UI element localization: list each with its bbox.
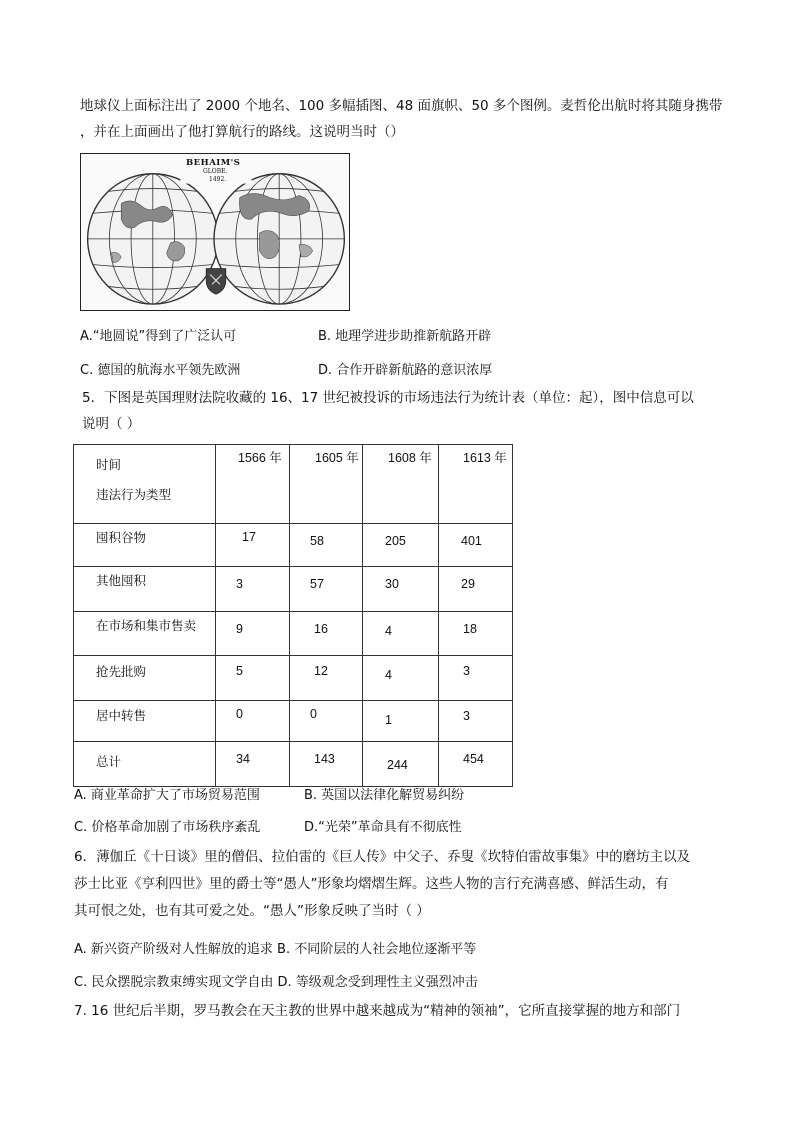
table-row: [74, 567, 513, 612]
cell-value: 205: [385, 534, 406, 548]
behaim-globe-image: [80, 153, 350, 311]
q4-option-c[interactable]: C. 德国的航海水平领先欧洲: [80, 363, 241, 378]
cell-value: 4: [385, 624, 392, 638]
q4-option-b[interactable]: B. 地理学进步助推新航路开辟: [318, 329, 492, 344]
cell-value: 9: [236, 622, 243, 636]
q6-options-ab[interactable]: A. 新兴资产阶级对人性解放的追求 B. 不同阶层的人社会地位逐渐平等: [74, 942, 477, 957]
cell-value: 401: [461, 534, 482, 548]
cell-value: 17: [242, 530, 256, 544]
header-year: 1608 年: [388, 451, 432, 465]
q4-stem-line2: ，并在上面画出了他打算航行的路线。这说明当时（）: [80, 124, 404, 140]
cell-value: 58: [310, 534, 324, 548]
cell-value: 34: [236, 752, 250, 766]
q5-option-d[interactable]: D.“光荣”革命具有不彻底性: [304, 820, 462, 835]
cell-value: 454: [463, 752, 484, 766]
q5-stem-line2: 说明（ ）: [82, 416, 141, 432]
table-row: [74, 742, 513, 787]
q4-stem-line1: 地球仪上面标注出了 2000 个地名、100 多幅插图、48 面旗帜、50 多个图例。麦哲伦出航时将其随身携带: [80, 98, 723, 114]
q5-stem-line1: 5．下图是英国理财法院收藏的 16、17 世纪被投诉的市场违法行为统计表（单位：起），图中信息可以: [82, 390, 694, 406]
cell-value: 1: [385, 713, 392, 727]
cell-value: 29: [461, 577, 475, 591]
cell-value: 3: [236, 577, 243, 591]
table-row: [74, 701, 513, 742]
q4-option-d[interactable]: D. 合作开辟新航路的意识浓厚: [318, 363, 493, 378]
q4-option-a[interactable]: A.“地圆说”得到了广泛认可: [80, 329, 237, 344]
cell-value: 244: [387, 758, 408, 772]
table-header-row: [74, 445, 513, 524]
cell-value: 57: [310, 577, 324, 591]
q6-options-cd[interactable]: C. 民众摆脱宗教束缚实现文学自由 D. 等级观念受到理性主义强烈冲击: [74, 975, 478, 990]
header-year: 1605 年: [315, 451, 359, 465]
row-label: 囤积谷物: [96, 531, 147, 545]
header-time: 时间: [96, 458, 122, 472]
cell-value: 4: [385, 668, 392, 682]
q5-option-b[interactable]: B. 英国以法律化解贸易纠纷: [304, 788, 465, 803]
cell-value: 5: [236, 664, 243, 678]
row-label: 在市场和集市售卖: [96, 619, 197, 633]
q6-stem-line1: 6．薄伽丘《十日谈》里的僧侣、拉伯雷的《巨人传》中父子、乔叟《坎特伯雷故事集》中的磨坊主以及: [74, 849, 691, 865]
row-label: 其他囤积: [96, 574, 147, 588]
violation-stats-table: [73, 444, 513, 787]
cell-value: 12: [314, 664, 328, 678]
row-label: 抢先批购: [96, 665, 147, 679]
q6-stem-line2: 莎士比亚《亨利四世》里的爵士等“愚人”形象均熠熠生辉。这些人物的言行充满喜感、鲜活生动，有: [74, 876, 669, 892]
q7-stem-line1: 7. 16 世纪后半期，罗马教会在天主教的世界中越来越成为“精神的领袖”，它所直接掌握的地方和部门: [74, 1003, 681, 1019]
table-row: [74, 656, 513, 701]
cell-value: 0: [310, 707, 317, 721]
cell-value: 30: [385, 577, 399, 591]
q5-option-c[interactable]: C. 价格革命加剧了市场秩序紊乱: [74, 820, 261, 835]
table-corner-cell: [74, 445, 216, 524]
cell-value: 18: [463, 622, 477, 636]
q6-stem-line3: 其可恨之处，也有其可爱之处。“愚人”形象反映了当时（ ）: [74, 903, 430, 919]
globe-year: 1492.: [209, 176, 227, 183]
q5-option-a[interactable]: A. 商业革命扩大了市场贸易范围: [74, 788, 260, 803]
header-type: 违法行为类型: [96, 488, 172, 502]
cell-value: 3: [463, 664, 470, 678]
table-row: [74, 524, 513, 567]
globe-title: BEHAIM'S: [186, 158, 241, 168]
cell-value: 0: [236, 707, 243, 721]
header-year: 1613 年: [463, 451, 507, 465]
globe-subtitle: GLOBE.: [203, 168, 228, 175]
table-row: [74, 612, 513, 656]
row-label: 居中转售: [96, 709, 147, 723]
header-year: 1566 年: [238, 451, 282, 465]
row-label: 总计: [96, 755, 122, 769]
cell-value: 16: [314, 622, 328, 636]
cell-value: 3: [463, 709, 470, 723]
cell-value: 143: [314, 752, 335, 766]
